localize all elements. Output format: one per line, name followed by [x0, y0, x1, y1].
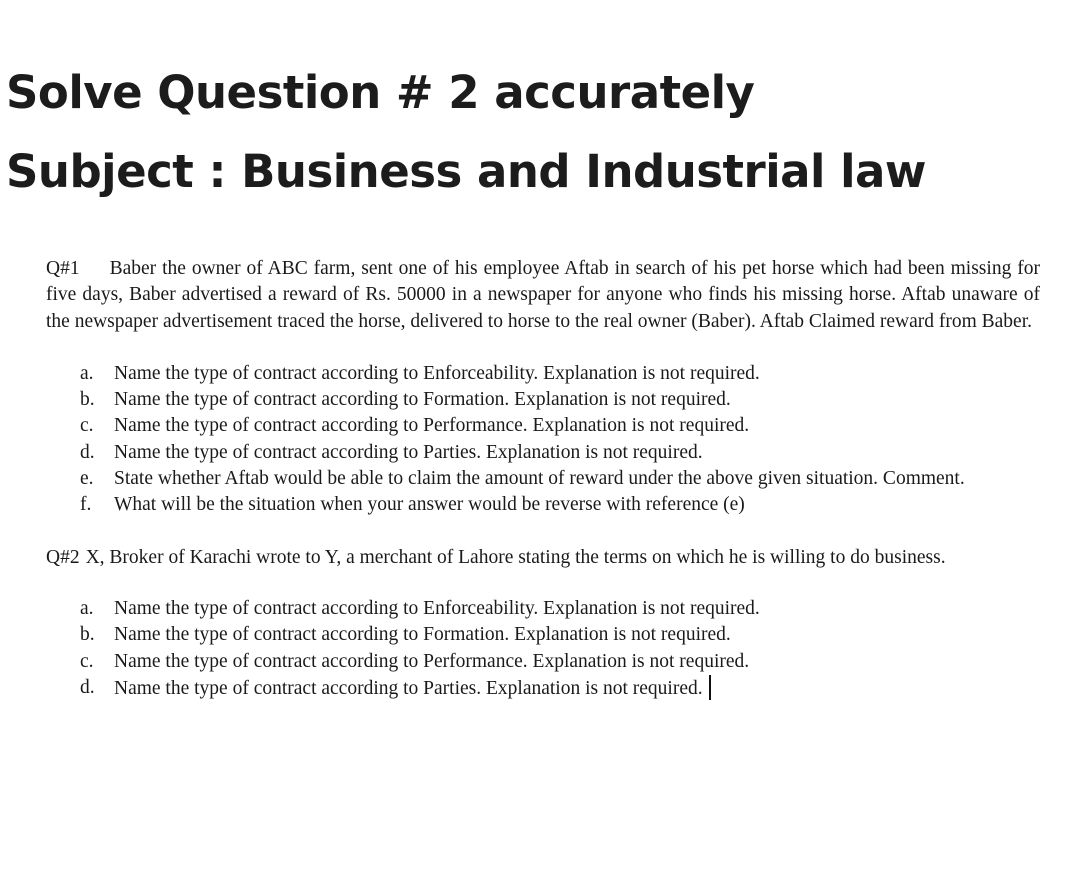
question-2-number: Q#2 — [46, 546, 80, 568]
list-item-text: State whether Aftab would be able to claim the amount of reward under the above given situation. Comment. — [114, 468, 965, 490]
list-item-marker: c. — [80, 650, 94, 672]
list-item-marker: e. — [80, 468, 94, 490]
list-item — [80, 440, 1040, 466]
list-item — [80, 596, 1040, 622]
list-item-text: What will be the situation when your answer would be reverse with reference (e) — [114, 494, 745, 516]
list-item — [80, 387, 1040, 413]
list-item-text: Name the type of contract according to Enforceability. Explanation is not required. — [114, 597, 760, 619]
question-1-text: Baber the owner of ABC farm, sent one of his employee Aftab in search of his pet horse which had been missing for five days, Baber advertised a reward of Rs. 50000 in a newspaper for anyone who finds his missing horse. Aftab unaware of the newspaper advertisement traced the horse, delivered to horse to the real owner (Baber). Aftab Claimed reward from Baber. — [46, 258, 1040, 332]
list-item-marker: d. — [80, 441, 95, 463]
list-item-text: Name the type of contract according to Parties. Explanation is not required. — [114, 441, 703, 463]
list-item — [80, 649, 1040, 675]
text-cursor — [709, 675, 711, 700]
question-2-text: X, Broker of Karachi wrote to Y, a merchant of Lahore stating the terms on which he is willing to do business. — [85, 546, 946, 568]
list-item-marker: f. — [80, 494, 92, 516]
list-item — [80, 466, 1040, 492]
page-heading-question-prompt: Solve Question # 2 accurately — [6, 66, 755, 119]
list-item-marker: b. — [80, 624, 95, 646]
document-scan — [46, 256, 1040, 702]
list-item-marker: c. — [80, 415, 94, 437]
list-item — [80, 361, 1040, 387]
list-item-marker: d. — [80, 676, 95, 698]
question-1-sublist — [46, 361, 1040, 519]
page-heading-subject: Subject : Business and Industrial law — [6, 145, 926, 198]
question-2-paragraph — [46, 545, 1040, 571]
list-item — [80, 492, 1040, 518]
list-item-text: Name the type of contract according to Performance. Explanation is not required. — [114, 415, 750, 437]
list-item-marker: b. — [80, 389, 95, 411]
list-item-marker: a. — [80, 362, 94, 384]
list-item — [80, 675, 1040, 702]
question-2-sublist — [46, 596, 1040, 702]
list-item-text: Name the type of contract according to Formation. Explanation is not required. — [114, 624, 731, 646]
list-item-text: Name the type of contract according to Parties. Explanation is not required. — [114, 677, 703, 699]
list-item-marker: a. — [80, 597, 94, 619]
question-1-number: Q#1 — [46, 258, 80, 279]
question-1-paragraph — [46, 256, 1040, 335]
list-item — [80, 413, 1040, 439]
list-item — [80, 622, 1040, 648]
list-item-text: Name the type of contract according to Performance. Explanation is not required. — [114, 650, 750, 672]
list-item-text: Name the type of contract according to Formation. Explanation is not required. — [114, 389, 731, 411]
list-item-text: Name the type of contract according to Enforceability. Explanation is not required. — [114, 362, 760, 384]
